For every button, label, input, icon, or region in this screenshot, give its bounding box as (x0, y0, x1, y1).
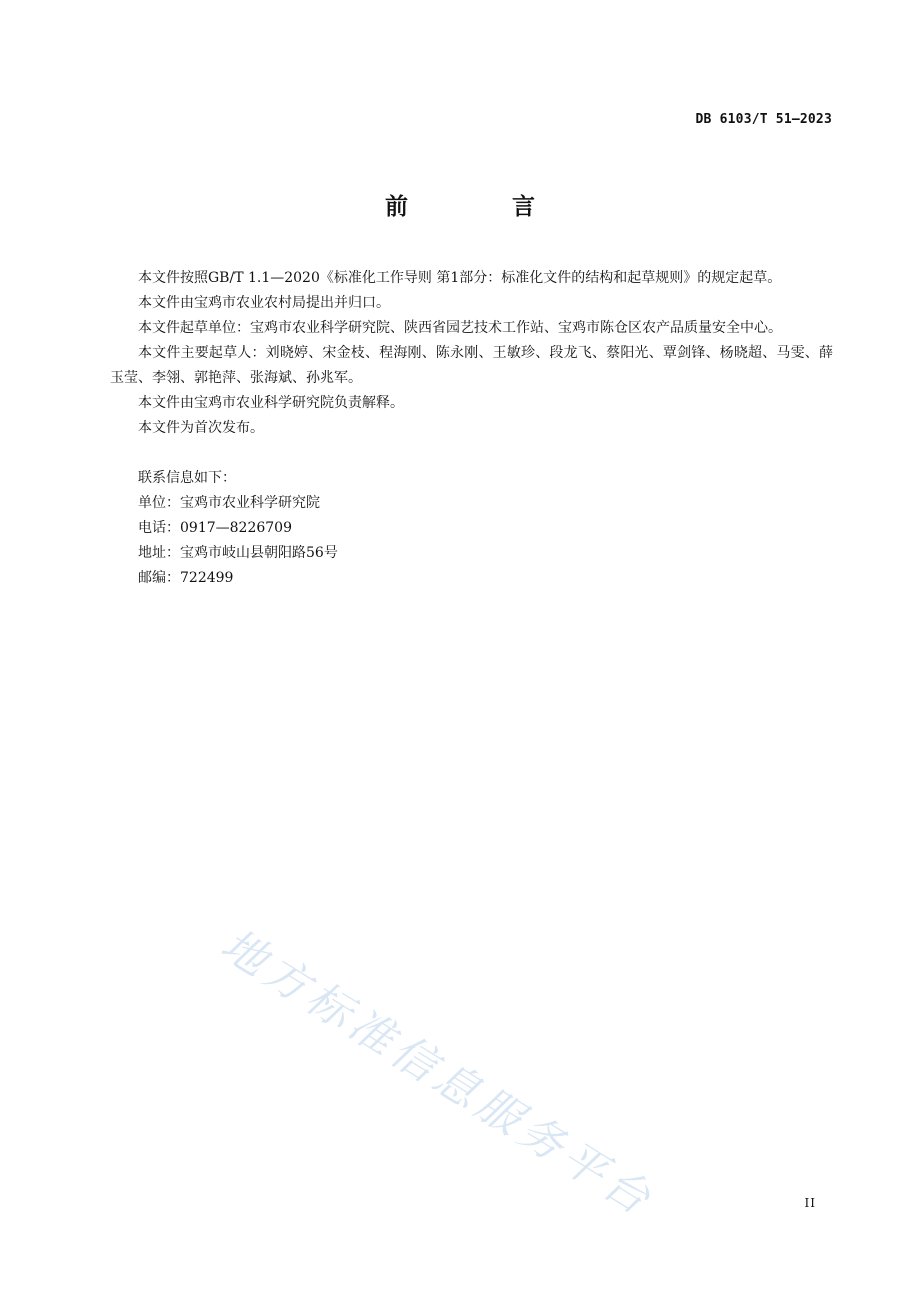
document-code: DB 6103/T 51—2023 (695, 112, 832, 127)
contact-postcode: 邮编：722499 (138, 570, 234, 586)
contact-address: 地址：宝鸡市岐山县朝阳路56号 (138, 545, 338, 561)
contact-phone: 电话：0917—8226709 (138, 520, 292, 536)
page-number: II (804, 1196, 816, 1210)
paragraph-interpretation: 本文件由宝鸡市农业科学研究院负责解释。 (138, 395, 404, 411)
paragraph-drafters: 本文件主要起草人：刘晓婷、宋金枝、程海刚、陈永刚、王敏珍、段龙飞、蔡阳光、覃剑锋、杨晓超、马雯、薛玉莹、李翎、郭艳萍、张海斌、孙兆军。 (110, 345, 833, 386)
section-title: 前 言 (384, 194, 583, 220)
contact-heading: 联系信息如下： (138, 470, 236, 486)
paragraph-drafting-basis: 本文件按照GB/T 1.1—2020《标准化工作导则 第1部分：标准化文件的结构和起草规则》的规定起草。 (138, 270, 782, 286)
paragraph-release: 本文件为首次发布。 (138, 420, 264, 436)
contact-unit: 单位：宝鸡市农业科学研究院 (138, 495, 320, 511)
foreword-body (110, 266, 833, 591)
contact-block (110, 466, 833, 591)
watermark-text: 地方标准信息服务平台 (212, 919, 664, 1228)
paragraph-proposer: 本文件由宝鸡市农业农村局提出并归口。 (138, 295, 390, 311)
paragraph-drafting-units: 本文件起草单位：宝鸡市农业科学研究院、陕西省园艺技术工作站、宝鸡市陈仓区农产品质量安全中心。 (138, 320, 782, 336)
spacer (110, 441, 833, 466)
